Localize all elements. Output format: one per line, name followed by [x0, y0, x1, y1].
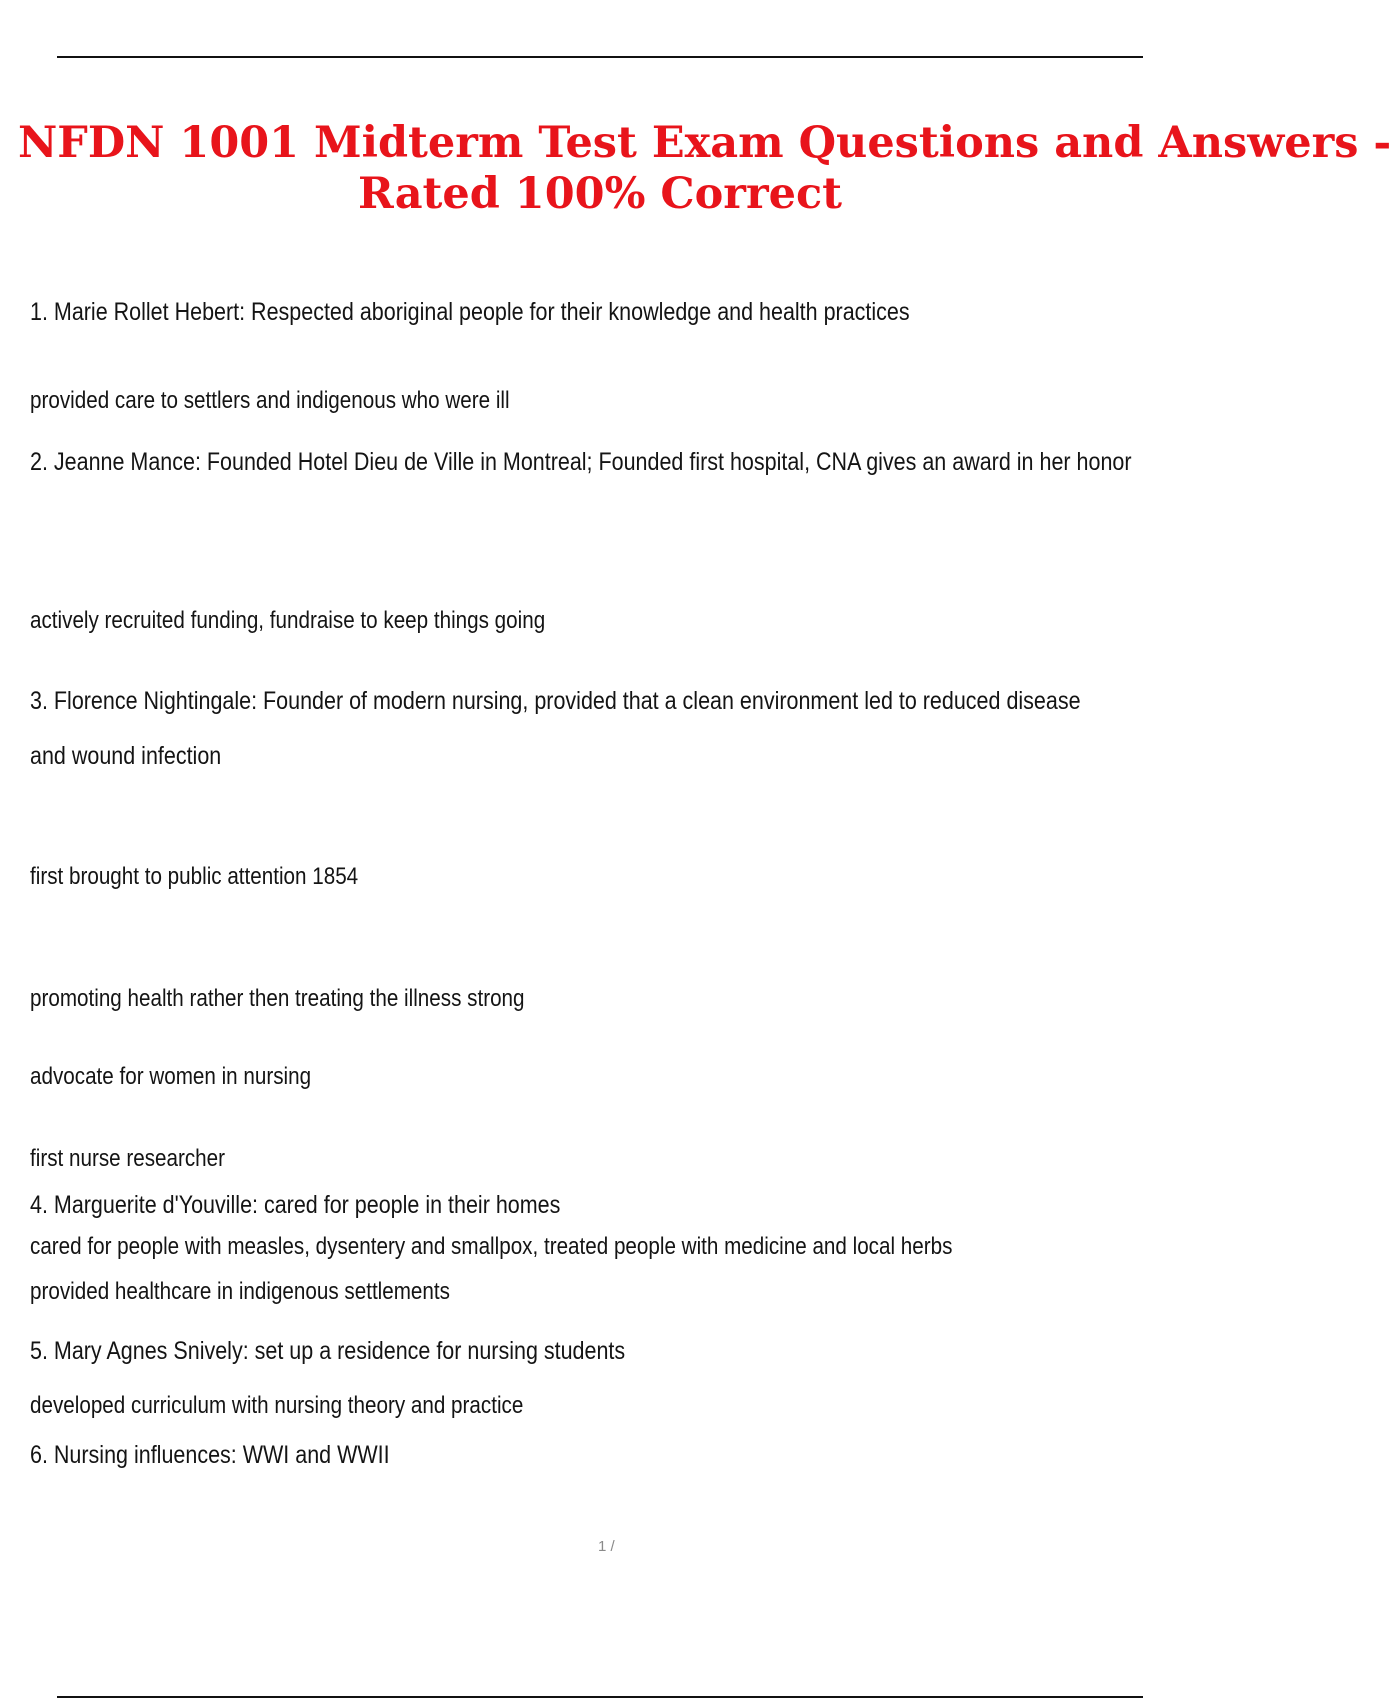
answer-2-line-1: actively recruited funding, fundraise to keep things going — [30, 607, 546, 634]
question-2: 2. Jeanne Mance: Founded Hotel Dieu de Ville in Montreal; Founded first hospital, CNA gives an award in her honor — [30, 448, 1132, 476]
question-5: 5. Mary Agnes Snively: set up a residence for nursing students — [30, 1337, 626, 1365]
document-title — [0, 118, 1391, 220]
question-1: 1. Marie Rollet Hebert: Respected aboriginal people for their knowledge and health practices — [30, 298, 910, 326]
bottom-rule — [57, 1696, 1143, 1698]
answer-3-line-2: promoting health rather then treating the illness strong — [30, 985, 525, 1012]
answer-3-line-1: first brought to public attention 1854 — [30, 863, 359, 890]
answer-1-line-1: provided care to settlers and indigenous who were ill — [30, 387, 510, 414]
question-4: 4. Marguerite d'Youville: cared for people in their homes — [30, 1191, 561, 1219]
top-rule — [57, 56, 1143, 58]
question-3: 3. Florence Nightingale: Founder of modern nursing, provided that a clean environment led to reduced disease — [30, 687, 1081, 715]
answer-3-line-4: first nurse researcher — [30, 1145, 226, 1172]
page-number: 1 / — [598, 1538, 615, 1555]
answer-4-line-1: cared for people with measles, dysentery and smallpox, treated people with medicine and local herbs — [30, 1233, 953, 1260]
answer-4-line-2: provided healthcare in indigenous settlements — [30, 1278, 450, 1305]
question-6: 6. Nursing influences: WWI and WWII — [30, 1441, 390, 1469]
title-line-2: Rated 100% Correct — [357, 169, 843, 219]
title-line-1: NFDN 1001 Midterm Test Exam Questions and Answers - — [18, 118, 1391, 168]
answer-5-line-1: developed curriculum with nursing theory and practice — [30, 1392, 524, 1419]
question-3-continued: and wound infection — [30, 742, 222, 770]
answer-3-line-3: advocate for women in nursing — [30, 1063, 312, 1090]
